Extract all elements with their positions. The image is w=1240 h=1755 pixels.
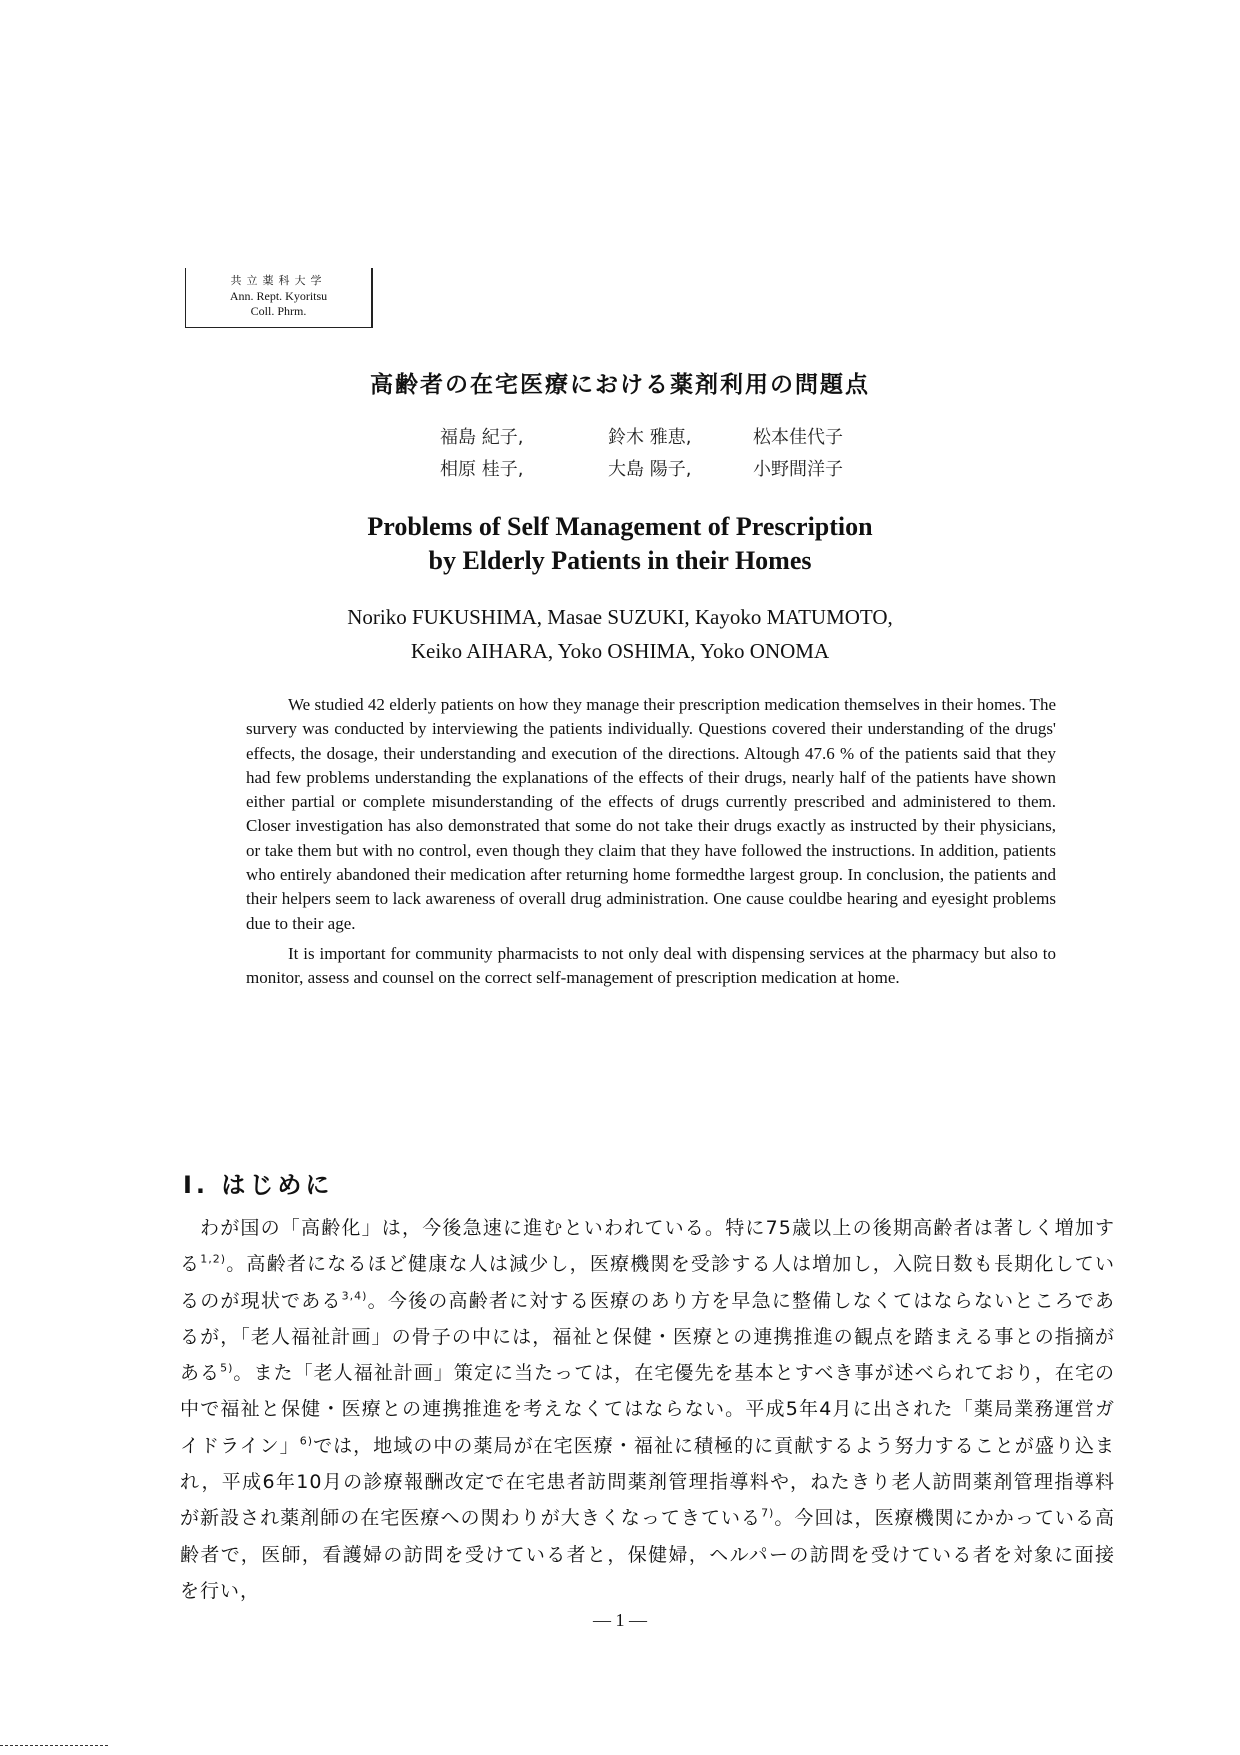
citation-ref: 6): [299, 1434, 314, 1448]
authors-en-line: Noriko FUKUSHIMA, Masae SUZUKI, Kayoko MATUMOTO,: [347, 605, 893, 629]
footer-rule: [0, 1745, 108, 1746]
author-jp: 福島 紀子,: [440, 427, 524, 448]
authors-jp: [440, 420, 900, 484]
paper-title-jp: 高齢者の在宅医療における薬剤利用の問題点: [370, 372, 870, 398]
abstract-paragraph: We studied 42 elderly patients on how they manage their prescription medication themselves in their homes. The survery was conducted by interviewing the patients individually. Questions covered their understanding of the drugs' effects, the dosage, their understanding and execution of the directions. Altough 47.6 % of the patients said that they had few problems understanding the explanations of the effects of their drugs, nearly half of the patients have shown either partial or complete misunderstanding of the effects of drugs currently prescribed and administered to them. Closer investigation has also demonstrated that some do not take their drugs exactly as instructed by their physicians, or take them but with no control, even though they claim that they have followed the instructions. In addition, patients who entirely abandoned their medication after returning home formedthe largest group. In conclusion, the patients and their helpers seem to lack awareness of overall drug administration. One cause couldbe hearing and eyesight problems due to their age.: [246, 695, 1056, 933]
authors-jp-row: [440, 452, 900, 484]
abstract-paragraph: It is important for community pharmacists to not only deal with dispensing services at the pharmacy but also to monitor, assess and counsel on the correct self-management of prescription medication at home.: [246, 943, 1056, 988]
journal-name-en: Ann. Rept. Kyoritsu: [229, 289, 328, 303]
abstract: [246, 693, 1056, 991]
body-paragraph: [180, 1210, 1115, 1609]
body-text: [180, 1210, 1115, 1609]
section-heading: Ⅰ. はじめに: [183, 1171, 334, 1199]
authors-en: [0, 600, 1240, 668]
body-text-run: 。また「老人福祉計画」策定に当たっては，在宅優先を基本とすべき事が述べられており，在宅の中で福祉と保健・医療との連携推進を考えなくてはならない。平成5年4月に出された「薬局業務運営ガイドライン」: [180, 1362, 1115, 1457]
page-number: — 1 —: [593, 1610, 647, 1630]
journal-name-en-2: Coll. Phrm.: [250, 304, 307, 318]
author-jp: 松本佳代子: [753, 427, 843, 448]
author-jp: 鈴木 雅恵,: [608, 427, 692, 448]
authors-en-line: Keiko AIHARA, Yoko OSHIMA, Yoko ONOMA: [410, 639, 830, 663]
author-jp: 大島 陽子,: [608, 459, 692, 480]
author-jp: 相原 桂子,: [440, 459, 524, 480]
body-text-run: 。今回は，医療機関にかかっている高齢者で，医師，看護婦の訪問を受けている者と，保健婦，ヘルパーの訪問を受けている者を対象に面接を行い，: [180, 1507, 1115, 1602]
body-text-run: わが国の「高齢化」は，今後急速に進むといわれている。特に75歳以上の後期高齢者は著しく増加する: [180, 1217, 1115, 1276]
citation-ref: 7): [761, 1507, 775, 1521]
citation-ref: 3,4): [341, 1289, 368, 1303]
paper-title-en: [0, 510, 1240, 578]
body-text-run: 。今後の高齢者に対する医療のあり方を早急に整備しなくてはならないところであるが，「老人福祉計画」の骨子の中には，福祉と保健・医療との連携推進の観点を踏まえる事との指摘がある: [180, 1289, 1115, 1385]
authors-jp-row: [440, 420, 900, 452]
author-jp: 小野間洋子: [753, 459, 843, 480]
citation-ref: 1,2): [200, 1252, 227, 1266]
journal-stamp: [185, 268, 373, 328]
journal-name-jp: 共立薬科大学: [230, 275, 327, 287]
citation-ref: 5): [220, 1361, 234, 1375]
title-en-line: by Elderly Patients in their Homes: [428, 546, 812, 575]
body-text-run: では，地域の中の薬局が在宅医療・福祉に積極的に貢献するよう努力することが盛り込まれ，平成6年10月の診療報酬改定で在宅患者訪問薬剤管理指導料や，ねたきり老人訪問薬剤管理指導料が新設され薬剤師の在宅医療への関わりが大きくなってきている: [180, 1434, 1115, 1530]
title-en-line: Problems of Self Management of Prescription: [367, 512, 873, 541]
body-text-run: 。高齢者になるほど健康な人は減少し，医療機関を受診する人は増加し，入院日数も長期化しているのが現状である: [180, 1253, 1115, 1312]
